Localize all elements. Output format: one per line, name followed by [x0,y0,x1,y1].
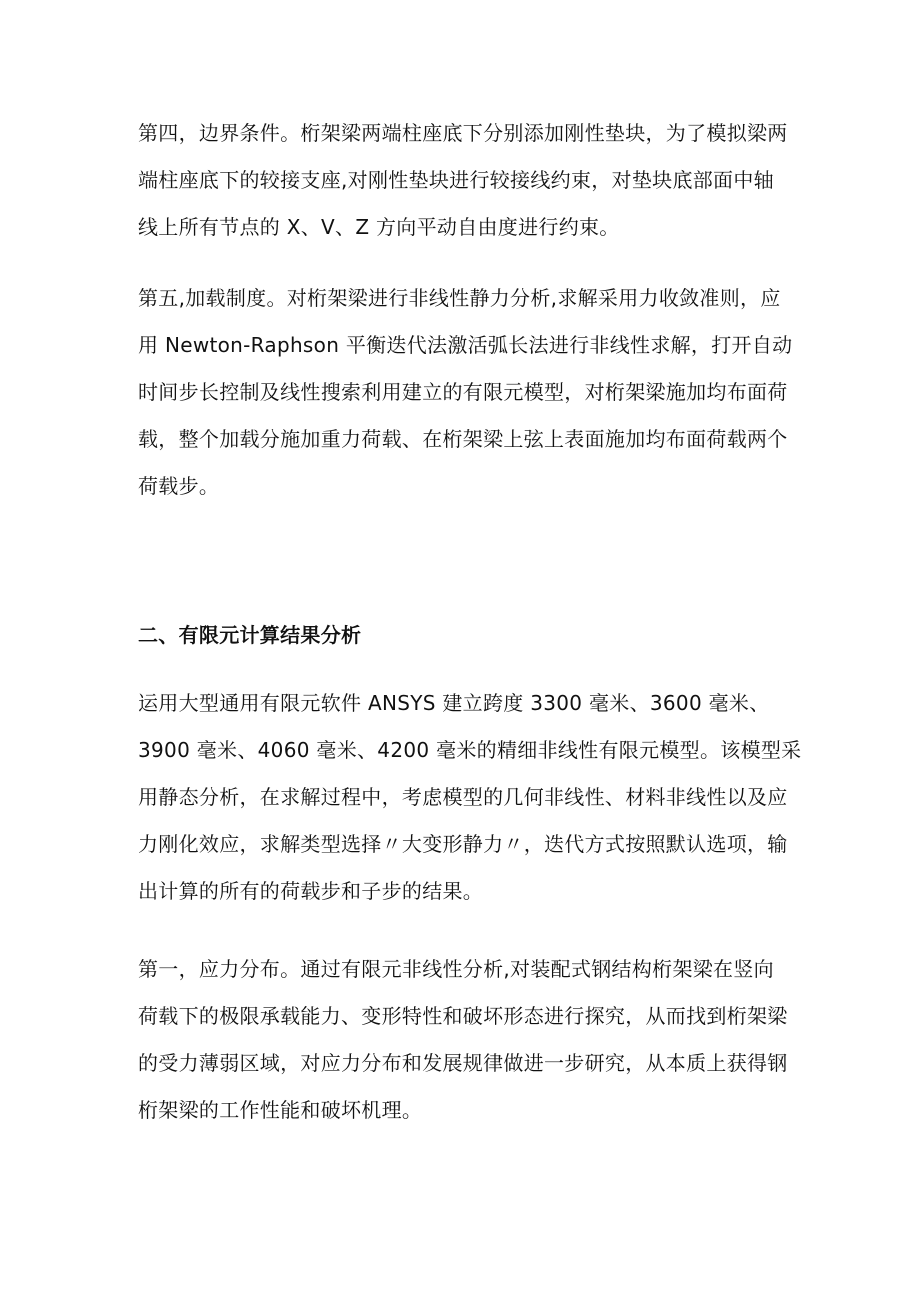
text-line: 用静态分析，在求解过程中，考虑模型的几何非线性、材料非线性以及应 [138,785,788,809]
text-line: 第五,加载制度。对桁架梁进行非线性静力分析,求解采用力收敛准则，应 [138,286,781,310]
text-line: 用 Newton-Raphson 平衡迭代法激活弧长法进行非线性求解，打开自动 [138,333,793,357]
text-line: 桁架梁的工作性能和破坏机理。 [138,1098,423,1122]
text-line: 载，整个加载分施加重力荷载、在桁架梁上弦上表面施加均布面荷载两个 [138,427,788,451]
text-line: 时间步长控制及线性搜索利用建立的有限元模型，对桁架梁施加均布面荷 [138,380,788,404]
text-line: 线上所有节点的 X、V、Z 方向平动自由度进行约束。 [138,215,620,239]
paragraph-stress-distribution [138,946,788,1134]
text-line: 第一，应力分布。通过有限元非线性分析,对装配式钢结构桁架梁在竖向 [138,957,774,981]
text-line: 端柱座底下的较接支座,对刚性垫块进行较接线约束，对垫块底部面中轴 [138,168,774,192]
text-line: 荷载步。 [138,474,220,498]
text-line: 力刚化效应，求解类型选择〃大变形静力〃，迭代方式按照默认选项，输 [138,832,788,856]
text-line: 荷载下的极限承载能力、变形特性和破坏形态进行探究，从而找到桁架梁 [138,1004,788,1028]
text-line: 运用大型通用有限元软件 ANSYS 建立跨度 3300 毫米、3600 毫米、 [138,691,770,715]
text-line: 的受力薄弱区域，对应力分布和发展规律做进一步研究，从本质上获得钢 [138,1051,788,1075]
text-line: 第四，边界条件。桁架梁两端柱座底下分别添加刚性垫块，为了模拟梁两 [138,121,788,145]
paragraph-fem-model [138,680,802,915]
paragraph-loading-regime [138,275,793,510]
paragraph-boundary-conditions [138,110,788,251]
text-line: 出计算的所有的荷载步和子步的结果。 [138,879,484,903]
section-heading: 二、有限元计算结果分析 [138,623,362,647]
text-line: 3900 毫米、4060 毫米、4200 毫米的精细非线性有限元模型。该模型采 [138,738,802,762]
